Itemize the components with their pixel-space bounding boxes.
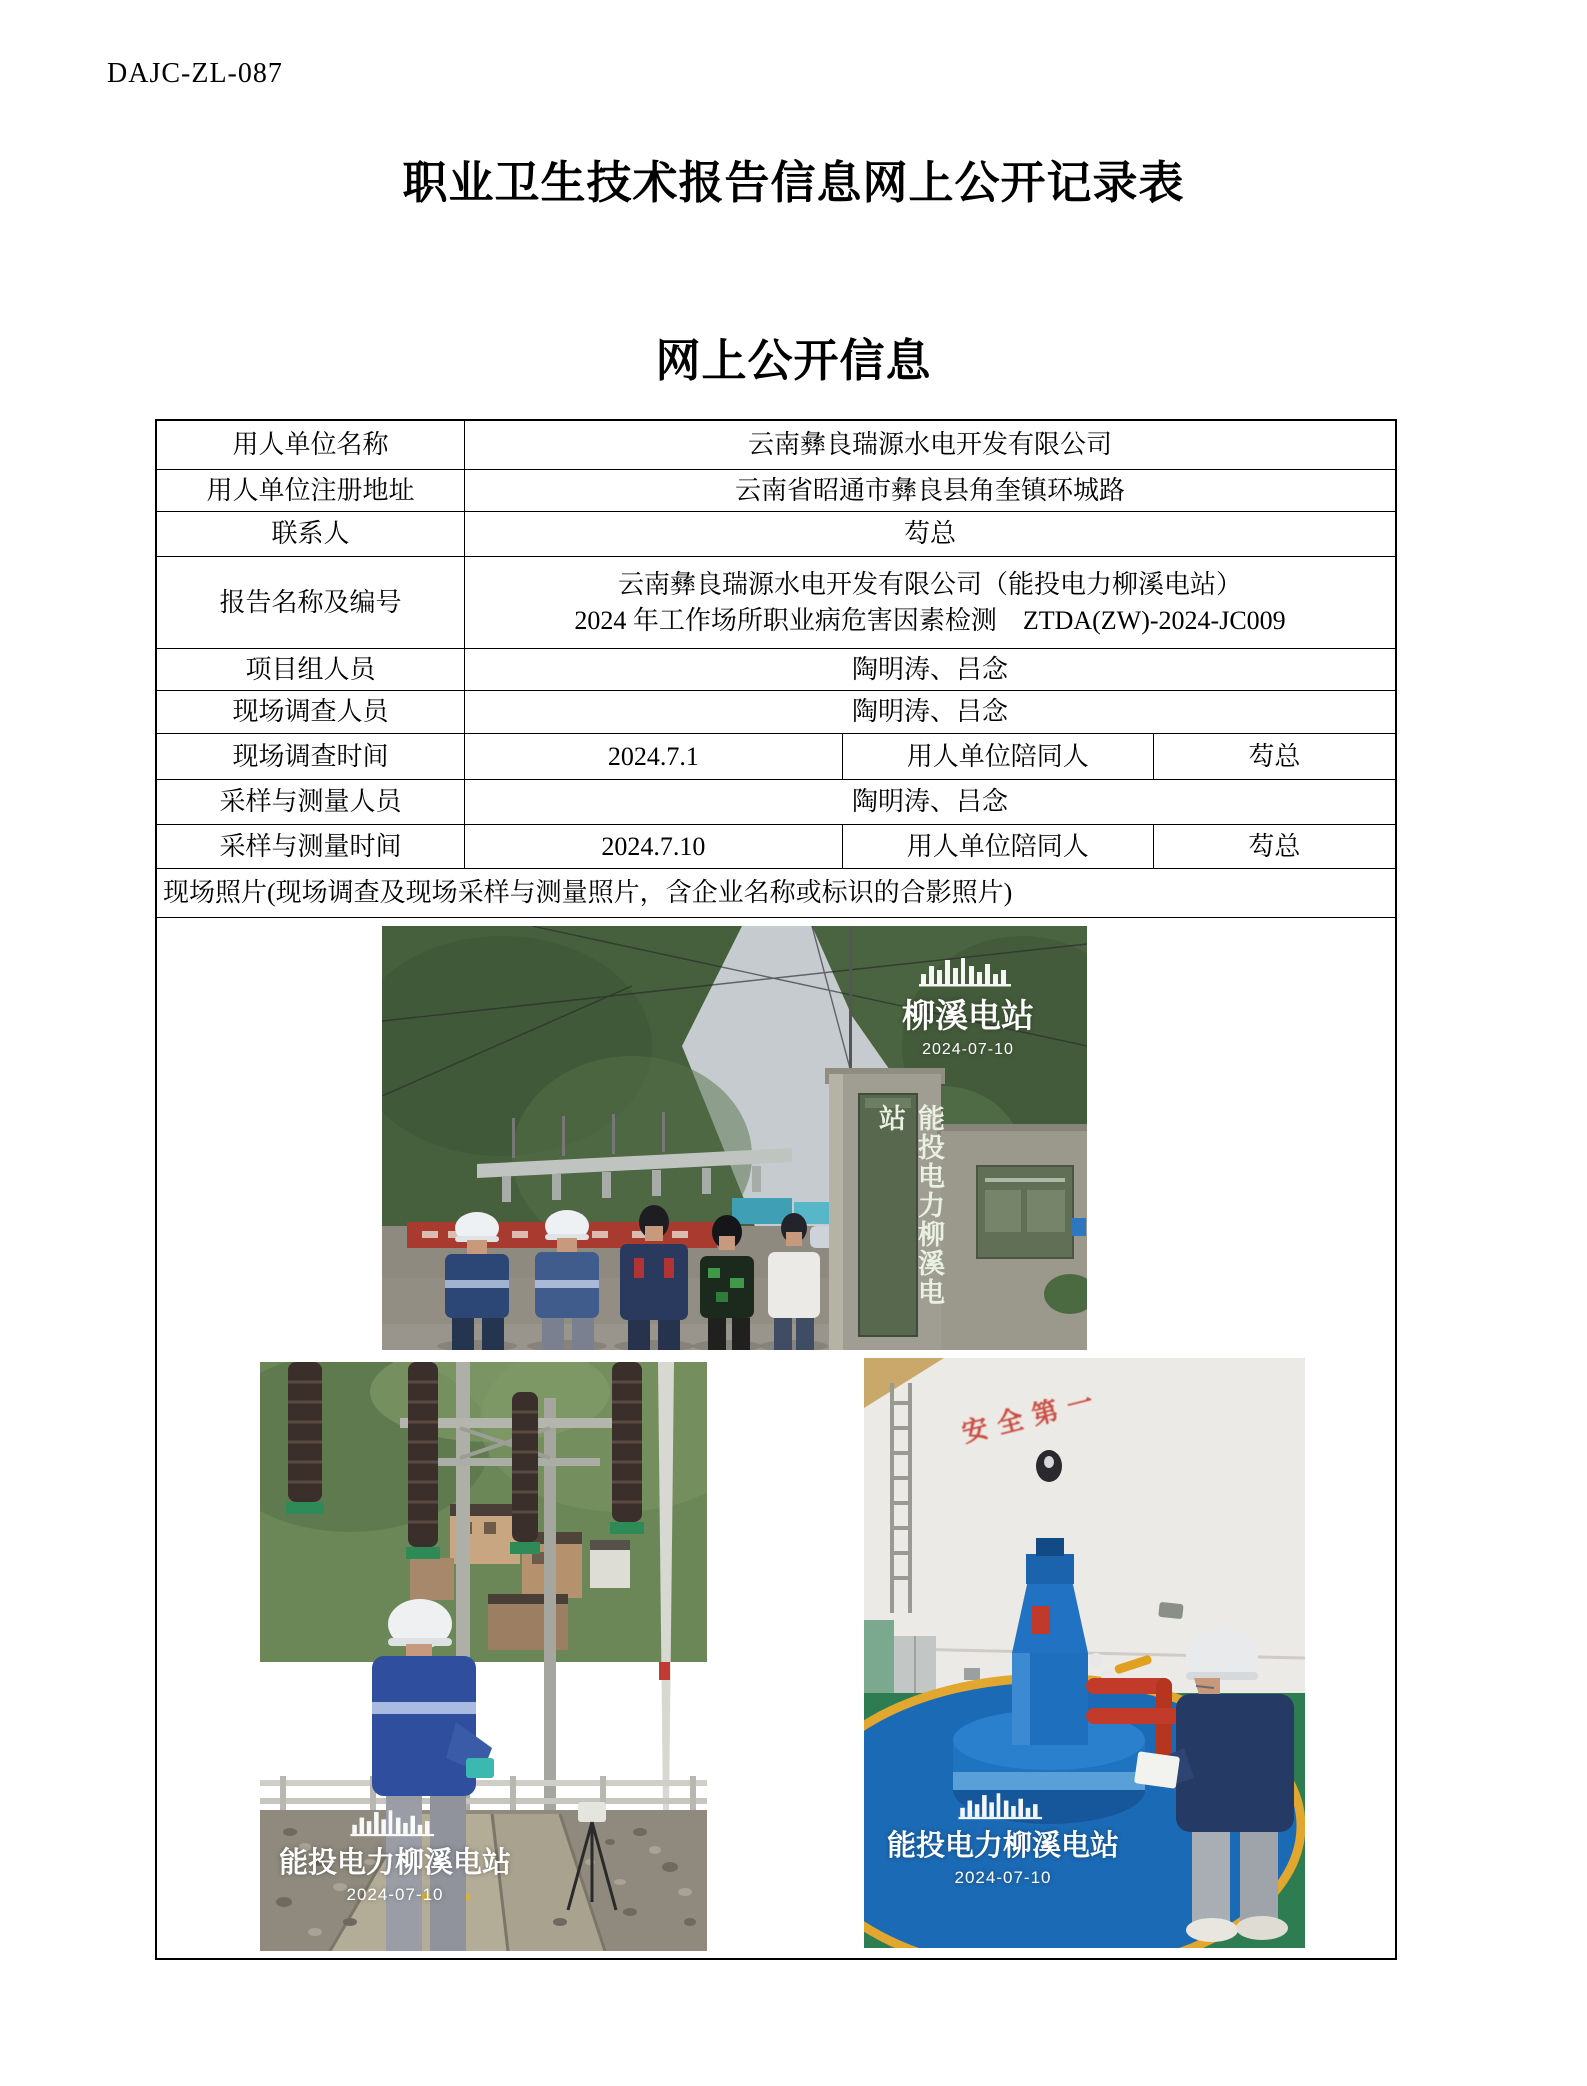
table-row-sampling-time [157, 824, 1395, 868]
watermark-title: 能投电力柳溪电站 [886, 1830, 1119, 1862]
report-name-line2: 2024 年工作场所职业病危害因素检测 ZTDA(ZW)-2024-JC009 [574, 605, 1286, 635]
document-code: DAJC-ZL-087 [107, 58, 283, 89]
report-name-line1: 云南彝良瑞源水电开发有限公司（能投电力柳溪电站） [617, 570, 1242, 600]
row-label: 现场调查人员 [232, 697, 389, 727]
photo-switchyard [260, 1362, 707, 1951]
page-title: 职业卫生技术报告信息网上公开记录表 [402, 158, 1185, 208]
row-value: 陶明涛、吕念 [464, 649, 1395, 690]
photo-gate-group [382, 926, 1087, 1350]
row-label: 联系人 [271, 519, 350, 549]
gate-photo-illustration [382, 926, 1087, 1350]
gate-sign-vertical-text: 能投电力柳溪电站 [875, 1104, 944, 1307]
table-row-project-team [157, 648, 1395, 690]
photo-section-label: 现场照片(现场调查及现场采样与测量照片，含企业名称或标识的合影照片) [163, 878, 1013, 908]
row-label-2: 用人单位陪同人 [842, 825, 1153, 868]
row-label: 报告名称及编号 [219, 587, 402, 617]
row-value: 陶明涛、吕念 [464, 691, 1395, 733]
photo-section [157, 918, 1395, 1958]
row-value: 芶总 [464, 512, 1395, 556]
powerhouse-photo-illustration [864, 1358, 1305, 1948]
photo-powerhouse [864, 1358, 1305, 1948]
row-value: 陶明涛、吕念 [464, 780, 1395, 824]
watermark-date: 2024-07-10 [346, 1885, 444, 1904]
watermark-date: 2024-07-10 [922, 1041, 1014, 1058]
row-value [464, 557, 1395, 648]
table-row-contact [157, 511, 1395, 556]
row-value-2: 芶总 [1153, 825, 1395, 868]
table-row-unit-name [157, 421, 1395, 469]
row-value: 云南省昭通市彝良县角奎镇环城路 [464, 470, 1395, 511]
table-row-survey-staff [157, 690, 1395, 733]
table-row-survey-time [157, 733, 1395, 779]
row-label: 用人单位注册地址 [206, 475, 415, 505]
row-label-2: 用人单位陪同人 [842, 734, 1153, 779]
table-row-unit-address [157, 469, 1395, 511]
row-value: 2024.7.1 [464, 734, 842, 779]
table-row-photos [157, 917, 1395, 1958]
row-label: 采样与测量人员 [219, 787, 402, 817]
row-label: 用人单位名称 [232, 430, 389, 460]
wall-slogan-text: 安全第一 [958, 1383, 1106, 1448]
watermark-title: 能投电力柳溪电站 [278, 1847, 511, 1879]
page-subtitle: 网上公开信息 [655, 336, 932, 386]
row-label: 采样与测量时间 [219, 831, 402, 861]
row-label: 现场调查时间 [232, 741, 389, 771]
switchyard-photo-illustration [260, 1362, 707, 1951]
row-value: 云南彝良瑞源水电开发有限公司 [464, 421, 1395, 469]
watermark-date: 2024-07-10 [954, 1868, 1052, 1887]
table-row-sampling-staff [157, 779, 1395, 824]
row-label: 项目组人员 [245, 654, 376, 684]
row-value: 2024.7.10 [464, 825, 842, 868]
info-table [155, 419, 1397, 1960]
watermark-title: 柳溪电站 [902, 997, 1034, 1034]
table-row-report [157, 556, 1395, 648]
row-value-2: 芶总 [1153, 734, 1395, 779]
table-row-photo-header [157, 868, 1395, 917]
